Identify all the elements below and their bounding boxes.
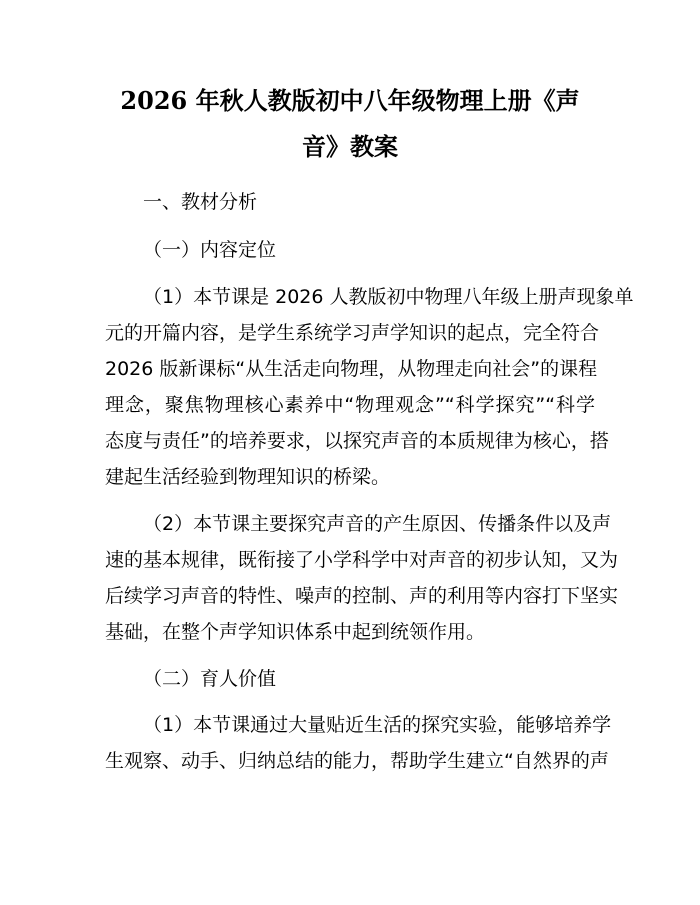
paragraph-2-line-1: （2）本节课主要探究声音的产生原因、传播条件以及声 — [143, 513, 612, 535]
subsection-heading-content-positioning: （一）内容定位 — [143, 239, 277, 261]
section-heading-teaching-material-analysis: 一、教材分析 — [143, 191, 258, 213]
paragraph-1-line-2: 元的开篇内容，是学生系统学习声学知识的起点，完全符合 — [105, 322, 600, 344]
document-title-line-2: 音》教案 — [302, 132, 398, 161]
paragraph-1-line-3: 2026 版新课标“从生活走向物理，从物理走向社会”的课程 — [105, 358, 598, 380]
paragraph-3-line-2: 生观察、动手、归纳总结的能力，帮助学生建立“自然界的声 — [105, 750, 609, 772]
paragraph-1-line-5: 态度与责任”的培养要求，以探究声音的本质规律为核心，搭 — [105, 430, 609, 452]
paragraph-3-line-1: （1）本节课通过大量贴近生活的探究实验，能够培养学 — [143, 714, 612, 736]
document-title-line-1: 2026 年秋人教版初中八年级物理上册《声 — [120, 86, 580, 115]
paragraph-1-line-4: 理念，聚焦物理核心素养中“物理观念”“科学探究”“科学 — [105, 394, 595, 416]
paragraph-1-line-1: （1）本节课是 2026 人教版初中物理八年级上册声现象单 — [143, 286, 634, 308]
paragraph-1-line-6: 建起生活经验到物理知识的桥梁。 — [105, 466, 391, 488]
subsection-heading-educational-value: （二）育人价值 — [143, 668, 277, 690]
paragraph-2-line-3: 后续学习声音的特性、噪声的控制、声的利用等内容打下坚实 — [105, 585, 619, 607]
paragraph-2-line-2: 速的基本规律，既衔接了小学科学中对声音的初步认知，又为 — [105, 549, 619, 571]
paragraph-2-line-4: 基础，在整个声学知识体系中起到统领作用。 — [105, 621, 486, 643]
